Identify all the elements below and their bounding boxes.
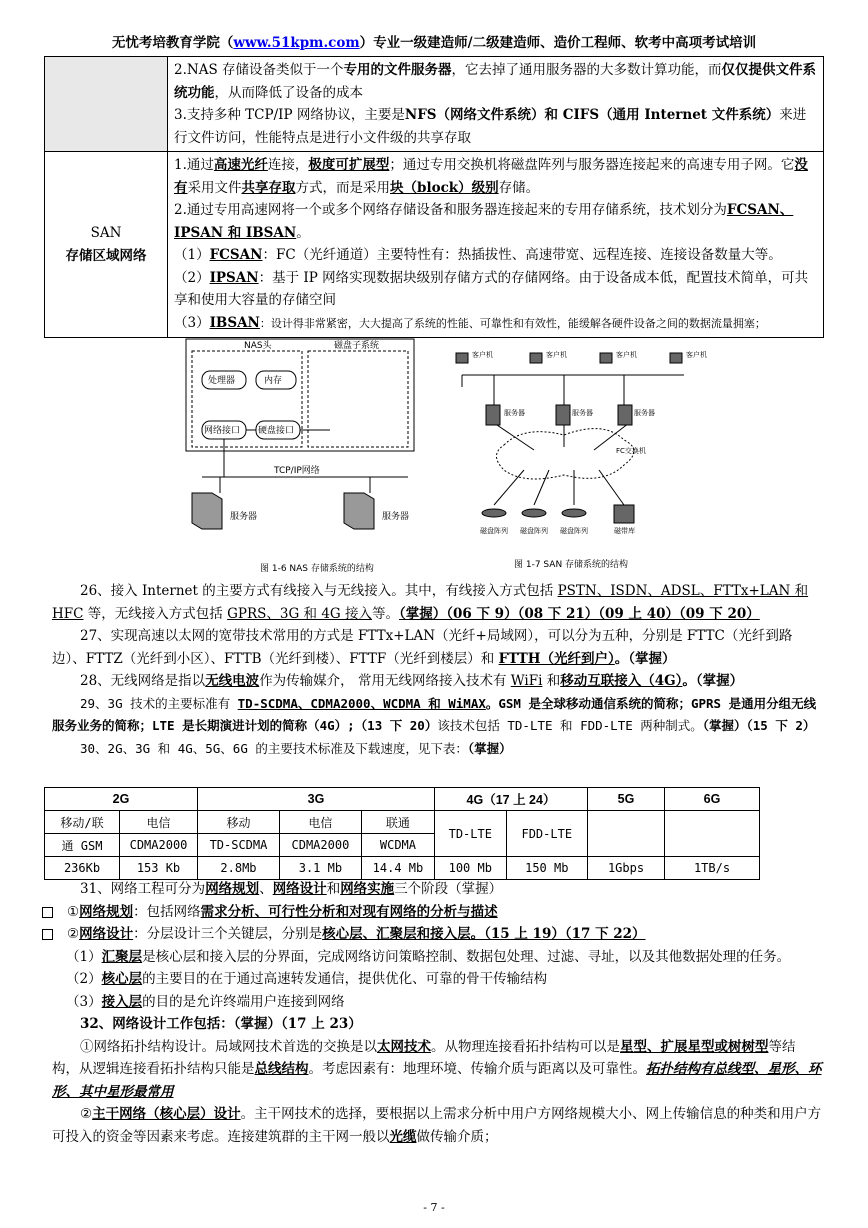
paragraph-27: 27、实现高速以太网的宽带技术常用的方式是 FTTx+LAN（光纤+局域网），可以分为五种，分别是 FTTC（光纤到路边）、FTTZ（光纤到小区）、FTTB（光纤到楼）、FTTF（光纤到楼层）和 FTTH（光纤到户）。（掌握）: [52, 628, 793, 667]
storage-diagrams: [44, 335, 824, 580]
disk-array-label-2: 磁盘阵列: [520, 527, 548, 535]
site-link[interactable]: www.51kpm.com: [233, 35, 360, 51]
client-icons: [456, 353, 682, 523]
checkbox-icon: [42, 929, 53, 940]
header-text-2: ）专业一级建造师/二级建造师、造价工程师、软考中高项考试培训: [359, 35, 757, 51]
client-label-2: 客户机: [546, 351, 567, 359]
disk-array-label-3: 磁盘阵列: [560, 527, 588, 535]
san-content-cell: 1.通过高速光纤连接，极度可扩展型；通过专用交换机将磁盘阵列与服务器连接起来的高速专用子网。它没有采用文件共享存取方式，而是采用块（block）级别存储。 2.通过专用高速网将一个或多个网络存储设备和服务器连接起来的专用存储系统，技术划分为FCSAN、IPSAN 和 IBSAN。 （1）FCSAN：FC（光纤通道）主要特性有：热插拔性、高速带宽、远程连接、连接设备数量大等。 （2）IPSAN：基于 IP 网络实现数据块级别存储方式的存储网络。由于设备成本低，配置技术简单，可共享和使用大容量的存储空间 （3）IBSAN：设计得非常紧密，大大提高了系统的性能、可靠性和有效性，能缓解各硬件设备之间的数据流量拥塞；: [168, 152, 824, 338]
san-server-label-3: 服务器: [634, 409, 655, 417]
checkbox-icon: [42, 907, 53, 918]
cpu-label: 处理器: [208, 376, 236, 386]
body-section-2: [52, 878, 822, 1148]
page-number: - 7 -: [423, 1201, 445, 1214]
nas-label-cell: [45, 57, 168, 152]
col-5g: 5G: [588, 788, 665, 811]
paragraph-32: 32、网络设计工作包括：（掌握）（17 上 23）: [80, 1016, 362, 1032]
san-row: [45, 152, 824, 338]
paragraph-26: 26、接入 Internet 的主要方式有线接入与无线接入。其中，有线接入方式包括 PSTN、ISDN、ADSL、FTTx+LAN 和 HFC 等，无线接入方式包括 GPRS、3G 和 4G 接入等。（掌握）（06 下 9）（08 下 21）（09 上 40）（09 下 20）: [52, 583, 809, 622]
page-header: [44, 30, 824, 57]
sub-access: （3）接入层的目的是允许终端用户连接到网络: [66, 993, 345, 1010]
san-server-label: 服务器: [504, 409, 525, 417]
col-6g: 6G: [665, 788, 760, 811]
tape-library-label: 磁带库: [614, 527, 635, 535]
san-label: SAN: [90, 225, 122, 241]
bullet-planning: ①网络规划：包括网络需求分析、可行性分析和对现有网络的分析与描述: [42, 901, 822, 924]
paragraph-topology: ①网络拓扑结构设计。局域网技术首选的交换是以太网技术。从物理连接看拓扑结构可以是星型、扩展星型或树树型等结构，从逻辑连接看拓扑结构只能是总线结构。考虑因素有：地理环境、传输介质与距离以及可靠性。拓扑结构有总线型、星形、环形、其中星形最常用: [52, 1038, 822, 1100]
paragraph-31: 31、网络工程可分为网络规划、网络设计和网络实施三个阶段（掌握）: [80, 881, 503, 897]
paragraph-28: 28、无线网络是指以无线电波作为传输媒介， 常用无线网络接入技术有 WiFi 和移动互联接入（4G）。（掌握）: [80, 673, 744, 689]
body-section-1: [52, 580, 822, 760]
server-label: 服务器: [230, 512, 258, 522]
memory-label: 内存: [264, 376, 283, 386]
paragraph-30: 30、2G、3G 和 4G、5G、6G 的主要技术标准及下载速度，见下表：（掌握）: [80, 740, 512, 756]
generation-table: 2G 3G 4G（17 上 24） 5G 6G 移动/联 电信 移动 电信 联通 TD-LTE FDD-LTE 通 GSM CDMA2000 TD-SCDMA CDMA2000 WCDMA 236Kb 153 Kb 2.8Mb 3.1 Mb 14.4 Mb 100 Mb 150 Mb 1Gbps 1TB/s: [44, 787, 760, 880]
col-4g: 4G（17 上 24）: [435, 788, 588, 811]
col-2g: 2G: [45, 788, 198, 811]
nas-content-cell: 2.NAS 存储设备类似于一个专用的文件服务器，它去掉了通用服务器的大多数计算功能，而仅仅提供文件系统功能，从而降低了设备的成本 3.支持多种 TCP/IP 网络协议，主要是NFS（网络文件系统）和 CIFS（通用 Internet 文件系统）来进行文件访问，性能特点是进行小文件级的共享存取: [168, 57, 824, 152]
disk-interface-label: 硬盘接口: [258, 426, 295, 436]
disk-subsystem-label: 磁盘子系统: [334, 341, 380, 351]
client-label-4: 客户机: [686, 351, 707, 359]
san-label-cell: [45, 152, 168, 338]
paragraph-backbone: ②主干网络（核心层）设计。主干网技术的选择，要根据以上需求分析中用户方网络规模大小、网上传输信息的种类和用户方可投入的资金等因素来考虑。连接建筑群的主干网一般以光缆做传输介质；: [52, 1106, 822, 1145]
bullet-design: ②网络设计：分层设计三个关键层，分别是核心层、汇聚层和接入层。（15 上 19）（17 下 22）: [42, 923, 822, 946]
paragraph-29: 29、3G 技术的主要标准有 TD-SCDMA、CDMA2000、WCDMA 和 WiMAX。GSM 是全球移动通信系统的简称；GPRS 是通用分组无线服务业务的简称；LTE 是长期演进计划的简称（4G）;（13 下 20）该技术包括 TD-LTE 和 FDD-LTE 两种制式。（掌握）（15 下 2）: [52, 695, 817, 733]
fig6-caption: 图 1-6 NAS 存储系统的结构: [260, 564, 374, 574]
figures: [44, 335, 824, 580]
nas-row: [45, 57, 824, 152]
client-label-3: 客户机: [616, 351, 637, 359]
storage-table: [44, 56, 824, 338]
sub-aggregation: （1）汇聚层是核心层和接入层的分界面，完成网络访问策略控制、数据包处理、过滤、寻址，以及其他数据处理的任务。: [66, 948, 791, 965]
header-text: 无忧考培教育学院（: [111, 35, 234, 51]
san-server-label-2: 服务器: [572, 409, 593, 417]
nas-head-label: NAS头: [244, 341, 272, 351]
fc-switch-label: FC交换机: [616, 447, 646, 455]
tcpip-label: TCP/IP网络: [274, 466, 320, 476]
col-3g: 3G: [198, 788, 435, 811]
net-interface-label: 网络接口: [204, 426, 241, 436]
disk-array-label: 磁盘阵列: [480, 527, 508, 535]
server-label-2: 服务器: [382, 512, 410, 522]
fig7-caption: 图 1-7 SAN 存储系统的结构: [514, 560, 629, 570]
san-label-cn: 存储区域网络: [65, 247, 147, 264]
client-label: 客户机: [472, 351, 493, 359]
sub-core: （2）核心层的主要目的在于通过高速转发通信，提供优化、可靠的骨干传输结构: [66, 971, 548, 987]
